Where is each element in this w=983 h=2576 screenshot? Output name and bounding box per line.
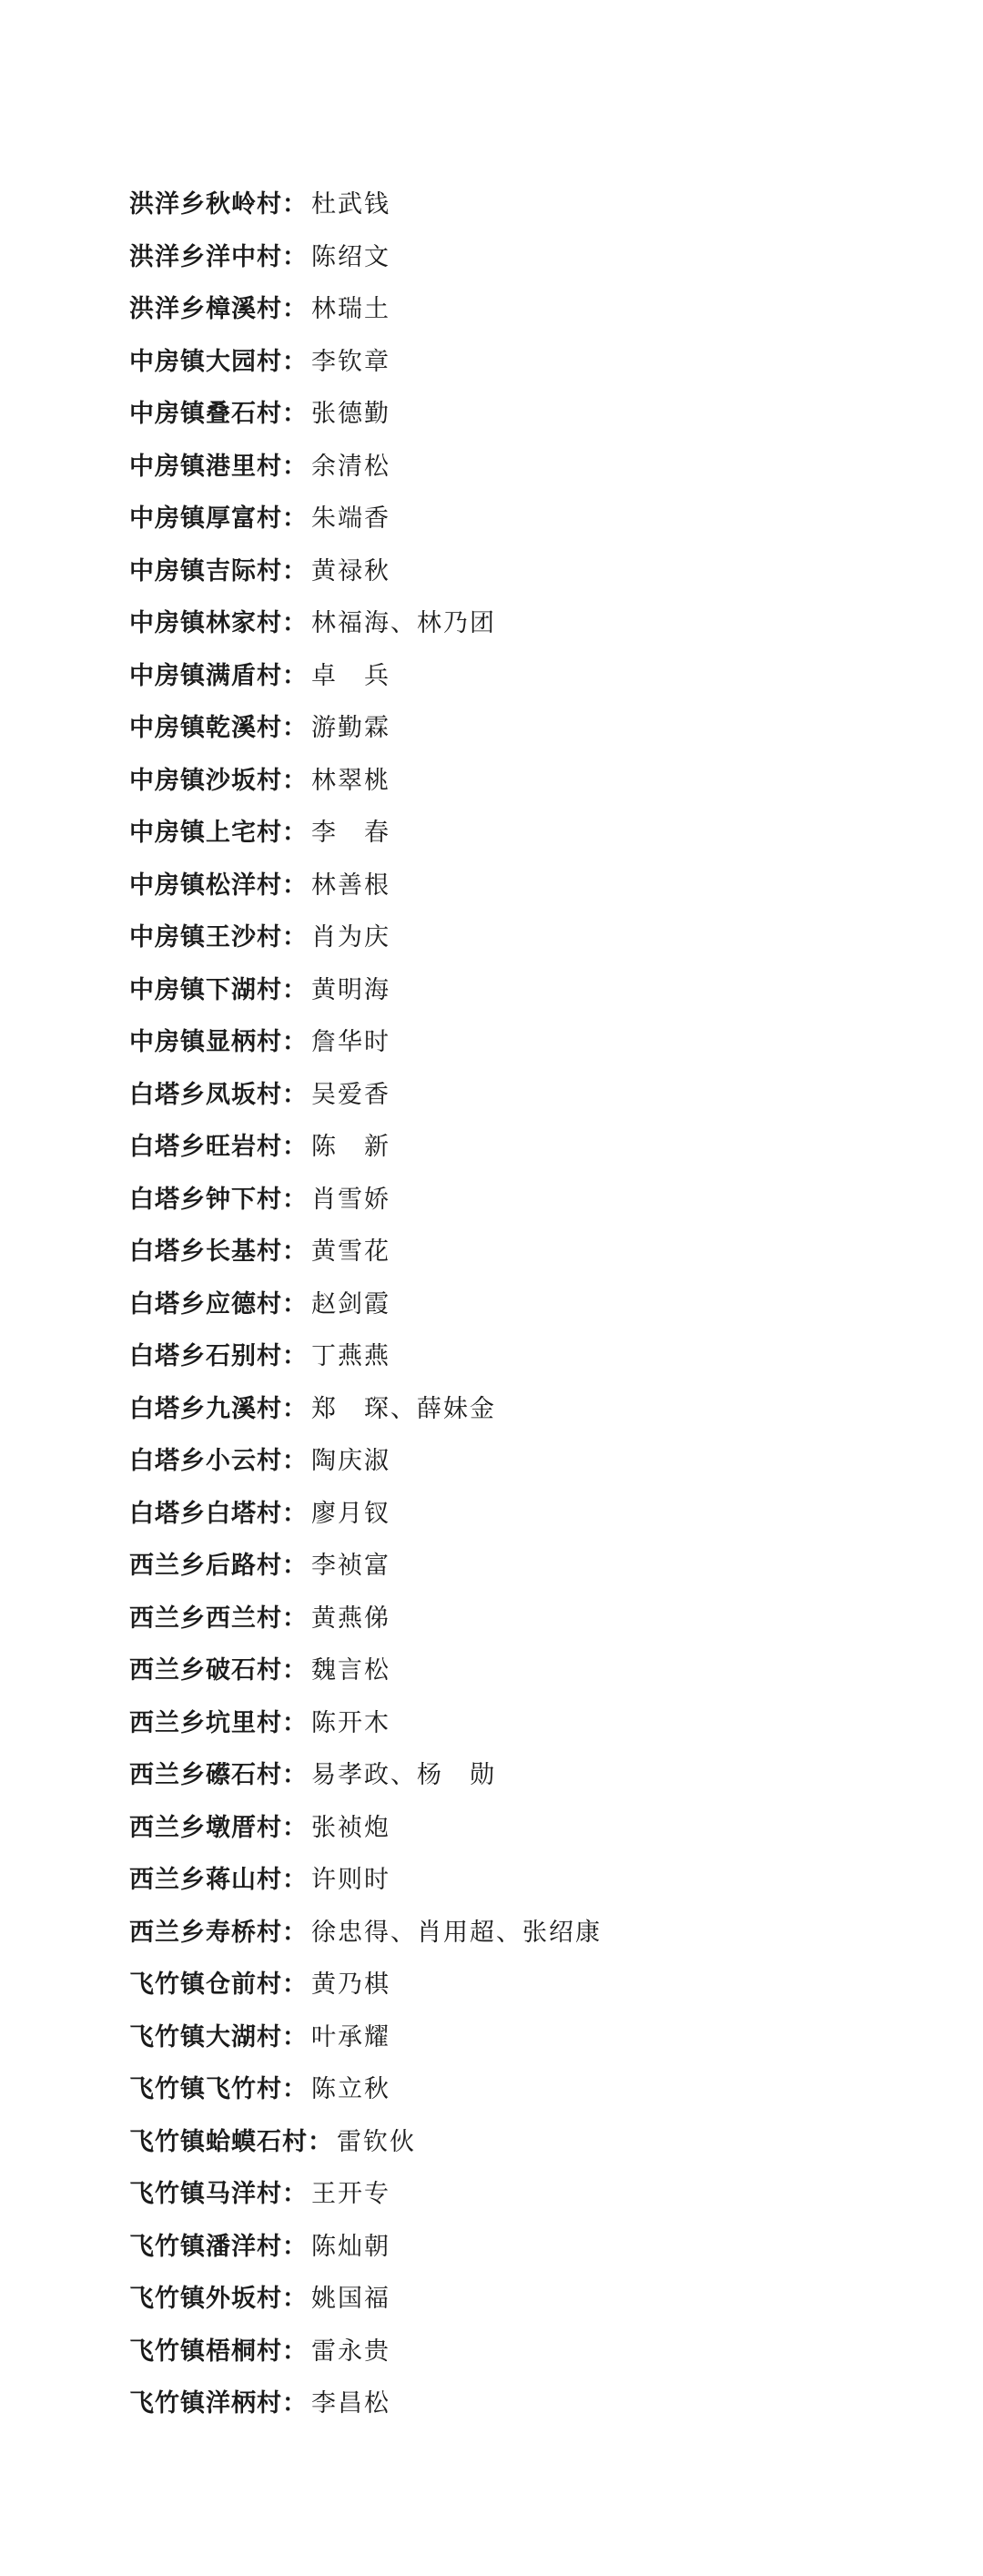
person-names: 叶承耀 [311, 2022, 390, 2052]
person-names: 廖月钗 [311, 1499, 390, 1528]
list-item [129, 1749, 948, 1802]
list-item [129, 1540, 948, 1593]
person-names: 李昌松 [311, 2389, 390, 2418]
list-item [129, 2011, 948, 2064]
person-names: 李 春 [311, 819, 390, 848]
person-names: 魏言松 [311, 1656, 390, 1685]
list-item [129, 1383, 948, 1436]
village-label: 白塔乡九溪村： [129, 1394, 308, 1423]
list-item [129, 283, 948, 336]
list-item [129, 493, 948, 545]
village-label: 飞竹镇仓前村： [129, 1970, 308, 2000]
list-item [129, 2221, 948, 2274]
person-names: 李祯富 [311, 1552, 390, 1581]
person-names: 陈立秋 [311, 2075, 390, 2104]
list-item [129, 650, 948, 703]
village-label: 洪洋乡洋中村： [129, 242, 308, 271]
village-label: 中房镇上宅村： [129, 819, 308, 848]
person-names: 易孝政、杨 勋 [311, 1761, 496, 1790]
list-item [129, 1226, 948, 1278]
village-label: 中房镇乾溪村： [129, 714, 308, 743]
list-item [129, 597, 948, 650]
village-label: 西兰乡蒋山村： [129, 1866, 308, 1895]
village-label: 西兰乡坑里村： [129, 1708, 308, 1737]
village-label: 飞竹镇洋柄村： [129, 2389, 308, 2418]
person-names: 陈 新 [311, 1133, 390, 1162]
person-names: 许则时 [311, 1866, 390, 1895]
list-item [129, 388, 948, 441]
person-names: 雷永贵 [311, 2337, 390, 2366]
person-names: 李钦章 [311, 347, 390, 376]
list-item [129, 1907, 948, 1960]
village-label: 西兰乡破石村： [129, 1656, 308, 1685]
village-label: 白塔乡长基村： [129, 1237, 308, 1267]
village-label: 飞竹镇飞竹村： [129, 2075, 308, 2104]
village-label: 西兰乡西兰村： [129, 1604, 308, 1633]
person-names: 林善根 [311, 871, 390, 900]
village-label: 白塔乡小云村： [129, 1447, 308, 1476]
village-label: 飞竹镇外坂村： [129, 2285, 308, 2314]
village-label: 中房镇叠石村： [129, 400, 308, 429]
list-item [129, 231, 948, 284]
person-names: 林翠桃 [311, 766, 390, 795]
list-item [129, 2273, 948, 2326]
village-label: 飞竹镇马洋村： [129, 2180, 308, 2209]
village-label: 中房镇松洋村： [129, 871, 308, 900]
list-item [129, 336, 948, 389]
village-label: 西兰乡寿桥村： [129, 1918, 308, 1947]
list-item [129, 1278, 948, 1331]
person-names: 陈绍文 [311, 242, 390, 271]
person-names: 肖雪娇 [311, 1185, 390, 1214]
list-item [129, 545, 948, 598]
village-label: 白塔乡白塔村： [129, 1499, 308, 1528]
person-names: 詹华时 [311, 1028, 390, 1057]
list-item [129, 1697, 948, 1750]
list-item [129, 1593, 948, 1645]
list-item [129, 1330, 948, 1383]
village-label: 中房镇厚富村： [129, 504, 308, 534]
person-names: 姚国福 [311, 2285, 390, 2314]
person-names: 陈灿朝 [311, 2232, 390, 2261]
person-names: 丁燕燕 [311, 1342, 390, 1371]
person-names: 林瑞土 [311, 295, 390, 324]
person-names: 林福海、林乃团 [311, 609, 496, 638]
village-label: 洪洋乡樟溪村： [129, 295, 308, 324]
list-item [129, 2377, 948, 2430]
list-item [129, 1644, 948, 1697]
village-label: 中房镇吉际村： [129, 556, 308, 585]
village-label: 中房镇显柄村： [129, 1028, 308, 1057]
village-label: 西兰乡后路村： [129, 1552, 308, 1581]
list-item [129, 1854, 948, 1907]
list-item [129, 755, 948, 808]
village-label: 白塔乡石别村： [129, 1342, 308, 1371]
list-item [129, 2168, 948, 2221]
village-label: 中房镇满盾村： [129, 661, 308, 690]
list-item [129, 911, 948, 964]
list-item [129, 1959, 948, 2011]
list-item [129, 441, 948, 494]
person-names: 游勤霖 [311, 714, 390, 743]
village-label: 中房镇下湖村： [129, 975, 308, 1004]
village-label: 飞竹镇潘洋村： [129, 2232, 308, 2261]
list-item [129, 2116, 948, 2169]
village-label: 白塔乡凤坂村： [129, 1080, 308, 1109]
village-label: 飞竹镇大湖村： [129, 2022, 308, 2052]
village-label: 中房镇林家村： [129, 609, 308, 638]
list-item [129, 1069, 948, 1122]
village-label: 飞竹镇蛤蟆石村： [129, 2127, 333, 2156]
list-item [129, 702, 948, 755]
person-names: 肖为庆 [311, 923, 390, 952]
village-name-list [129, 178, 948, 2430]
person-names: 郑 琛、薛妹金 [311, 1394, 496, 1423]
village-label: 洪洋乡秋岭村： [129, 190, 308, 219]
person-names: 黄明海 [311, 975, 390, 1004]
person-names: 黄雪花 [311, 1237, 390, 1267]
village-label: 白塔乡钟下村： [129, 1185, 308, 1214]
person-names: 杜武钱 [311, 190, 390, 219]
village-label: 中房镇大园村： [129, 347, 308, 376]
person-names: 黄乃棋 [311, 1970, 390, 2000]
person-names: 余清松 [311, 452, 390, 481]
person-names: 黄禄秋 [311, 556, 390, 585]
person-names: 卓 兵 [311, 661, 390, 690]
village-label: 中房镇港里村： [129, 452, 308, 481]
village-label: 西兰乡礤石村： [129, 1761, 308, 1790]
person-names: 张德勤 [311, 400, 390, 429]
list-item [129, 1121, 948, 1174]
village-label: 中房镇沙坂村： [129, 766, 308, 795]
list-item [129, 807, 948, 860]
list-item [129, 1174, 948, 1227]
list-item [129, 2063, 948, 2116]
list-item [129, 860, 948, 912]
person-names: 张祯炮 [311, 1813, 390, 1842]
person-names: 陶庆淑 [311, 1447, 390, 1476]
list-item [129, 178, 948, 231]
person-names: 朱端香 [311, 504, 390, 534]
village-label: 西兰乡墩厝村： [129, 1813, 308, 1842]
list-item [129, 964, 948, 1017]
person-names: 徐忠得、肖用超、张绍康 [311, 1918, 602, 1947]
list-item [129, 2326, 948, 2378]
list-item [129, 1488, 948, 1541]
list-item [129, 1435, 948, 1488]
village-label: 中房镇王沙村： [129, 923, 308, 952]
list-item [129, 1802, 948, 1855]
village-label: 白塔乡应德村： [129, 1289, 308, 1319]
person-names: 赵剑霞 [311, 1289, 390, 1319]
person-names: 陈开木 [311, 1708, 390, 1737]
list-item [129, 1016, 948, 1069]
person-names: 黄燕俤 [311, 1604, 390, 1633]
person-names: 吴爱香 [311, 1080, 390, 1109]
person-names: 雷钦伙 [337, 2127, 416, 2156]
village-label: 飞竹镇梧桐村： [129, 2337, 308, 2366]
person-names: 王开专 [311, 2180, 390, 2209]
village-label: 白塔乡旺岩村： [129, 1133, 308, 1162]
